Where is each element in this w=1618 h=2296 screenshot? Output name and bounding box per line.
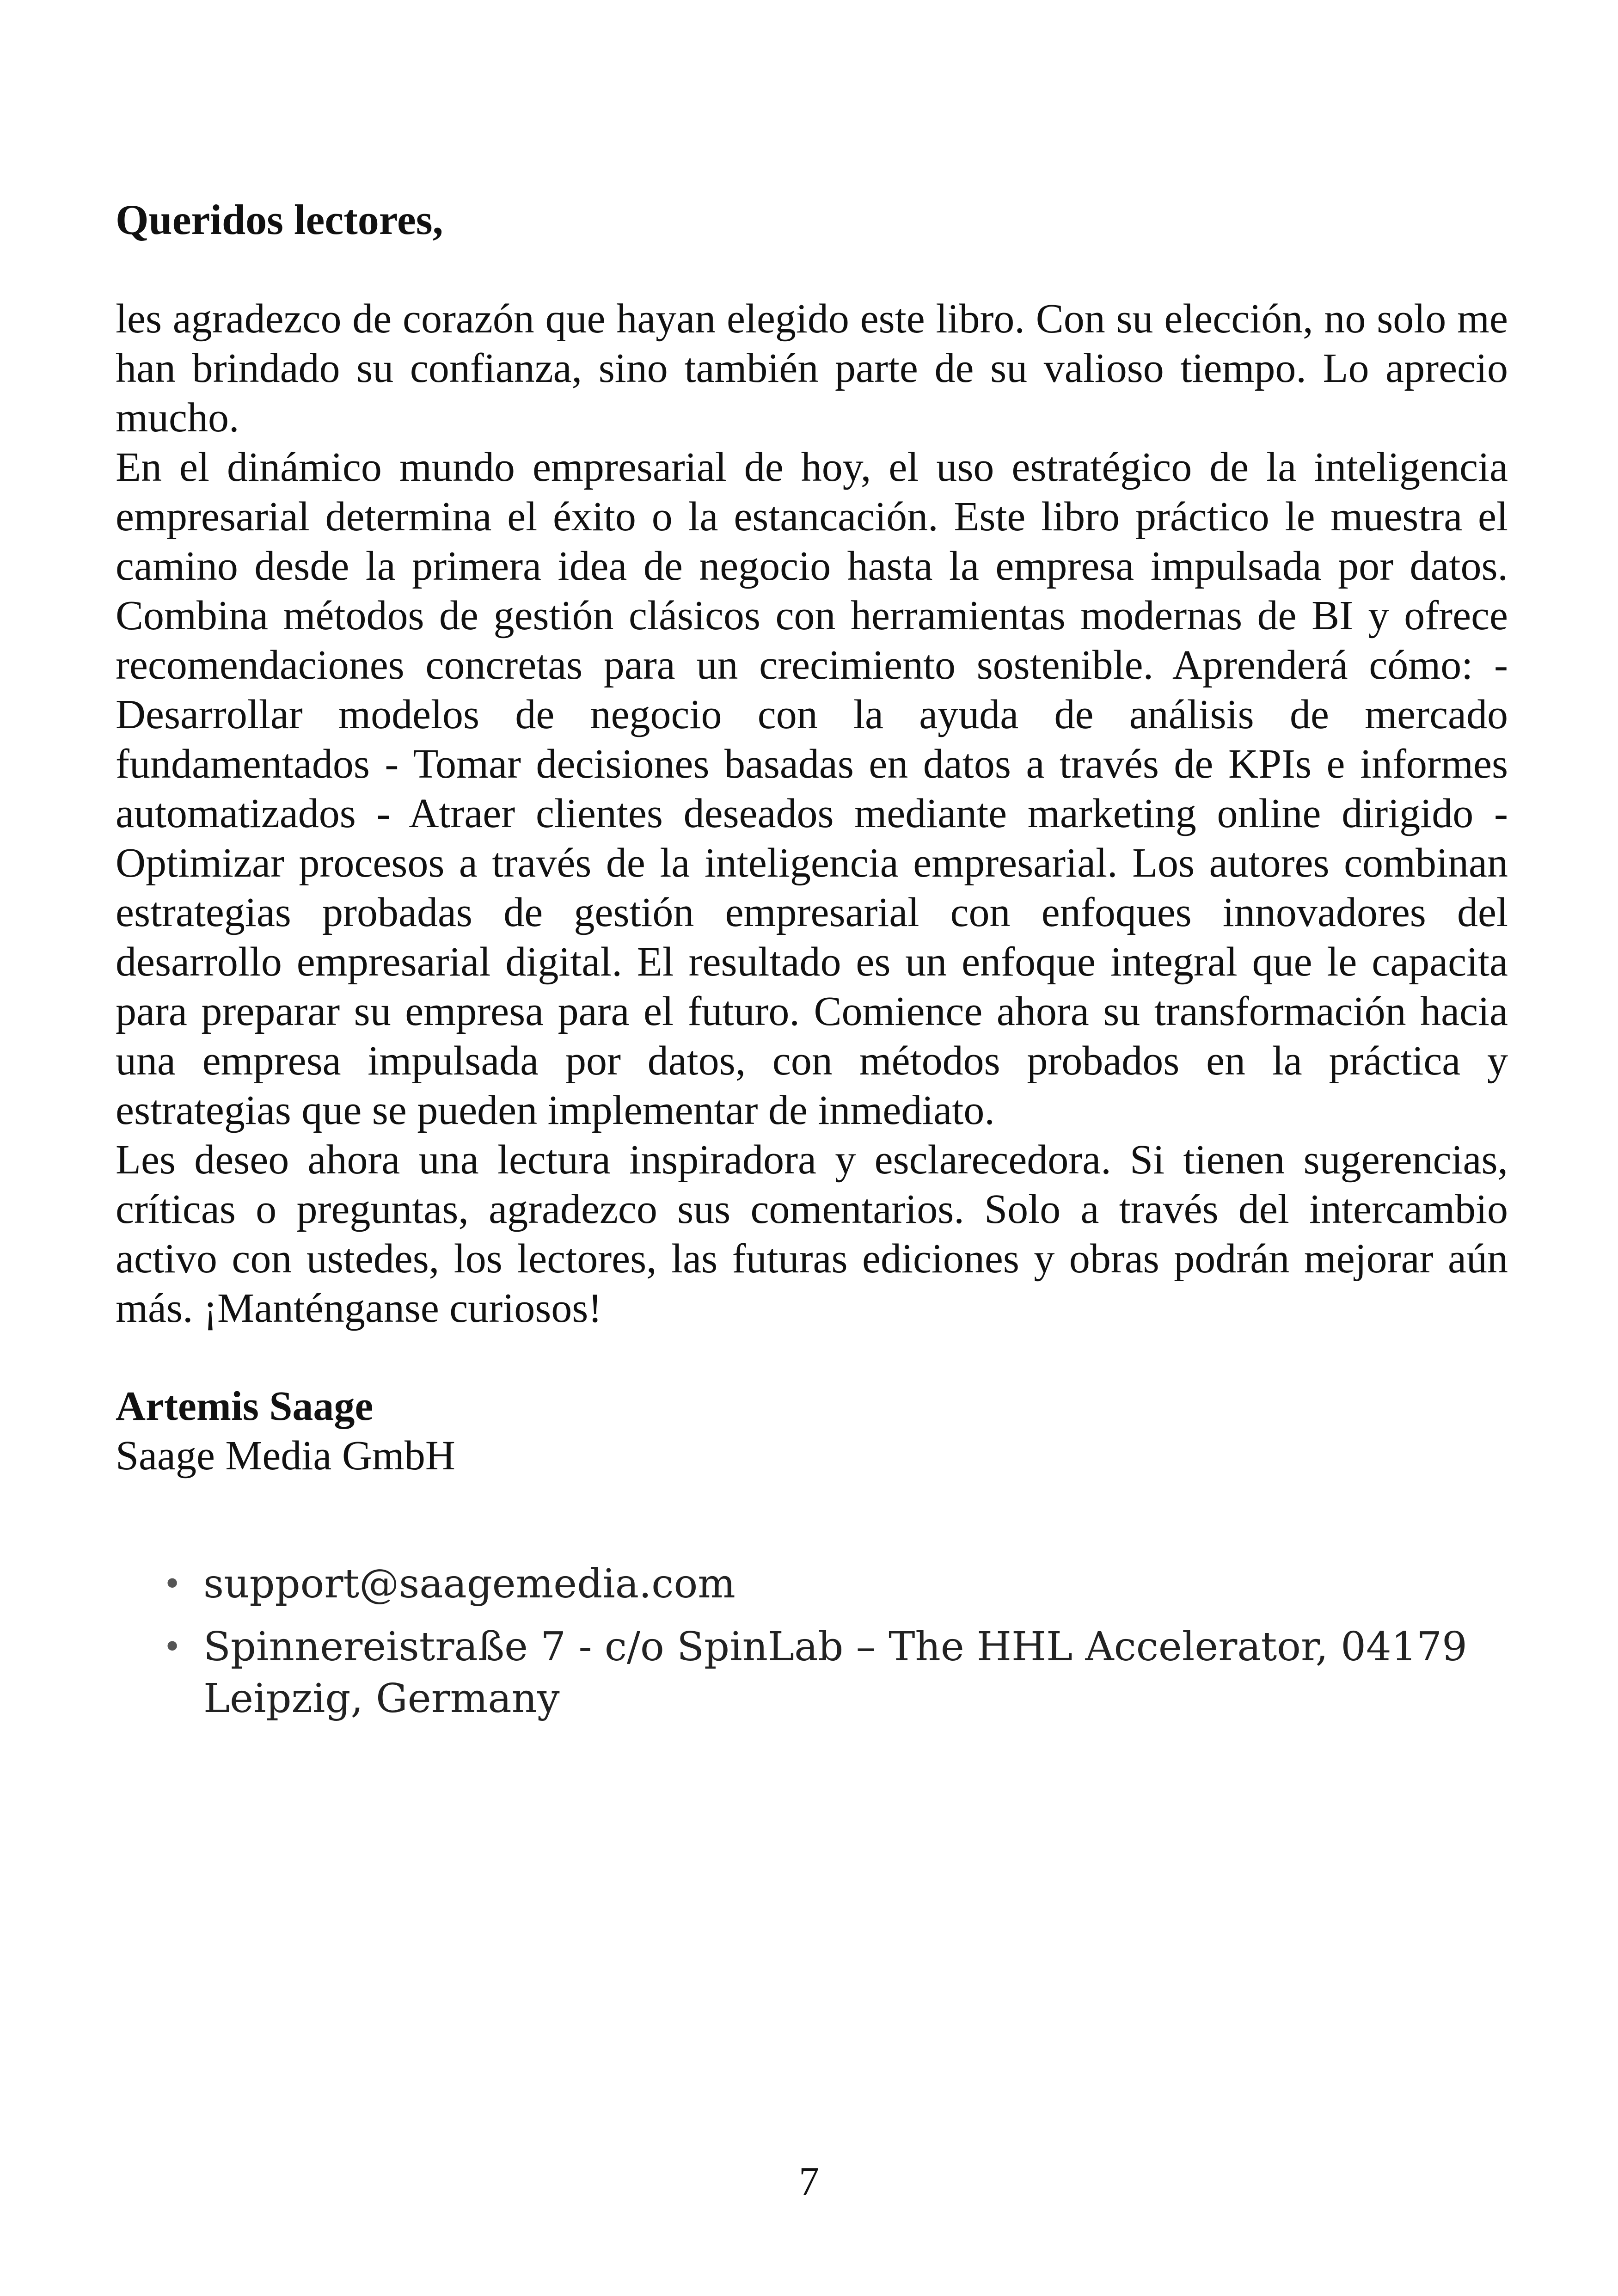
page-number: 7 [799, 2159, 819, 2204]
bullet-icon: • [163, 1565, 182, 1603]
author-name: Artemis Saage [116, 1383, 374, 1429]
company-name: Saage Media GmbH [116, 1433, 455, 1479]
contact-email[interactable]: support@saagemedia.com [203, 1561, 735, 1607]
contact-list [157, 1558, 1498, 1736]
contact-email-item [157, 1558, 1498, 1610]
letter-paragraph-closing: Les deseo ahora una lectura inspiradora y esclarecedora. Si tienen sugerencias, críticas o preguntas, agradezco sus comentarios. Solo a través del intercambio activo con ustedes, los lectores, las futuras ediciones y obras podrán mejorar aún más. ¡Manténganse curiosos! [116, 1137, 1508, 1331]
contact-address-item [157, 1621, 1498, 1725]
signature-block [116, 1381, 1508, 1480]
letter-body [116, 294, 1508, 1333]
letter-salutation: Queridos lectores, [116, 196, 443, 243]
letter-paragraph-book-description: En el dinámico mundo empresarial de hoy, el uso estratégico de la inteligencia empresarial determina el éxito o la estancación. Este libro práctico le muestra el camino desde la primera idea de negocio hasta la empresa impulsada por datos. Combina métodos de gestión clásicos con herramientas modernas de BI y ofrece recomendaciones concretas para un crecimiento sostenible. Aprenderá cómo: - Desarrollar modelos de negocio con la ayuda de análisis de mercado fundamentados - Tomar decisiones basadas en datos a través de KPIs e informes automatizados - Atraer clientes deseados mediante marketing online dirigido - Optimizar procesos a través de la inteligencia empresarial. Los autores combinan estrategias probadas de gestión empresarial con enfoques innovadores del desarrollo empresarial digital. El resultado es un enfoque integral que le capacita para preparar su empresa para el futuro. Comience ahora su transformación hacia una empresa impulsada por datos, con métodos probados en la práctica y estrategias que se pueden implementar de inmediato. [116, 444, 1508, 1133]
bullet-icon: • [163, 1628, 182, 1666]
letter-paragraph-thanks: les agradezco de corazón que hayan elegido este libro. Con su elección, no solo me han brindado su confianza, sino también parte de su valioso tiempo. Lo aprecio mucho. [116, 296, 1508, 441]
contact-address: Spinnereistraße 7 - c/o SpinLab – The HHL Accelerator, 04179 Leipzig, Germany [203, 1624, 1467, 1722]
